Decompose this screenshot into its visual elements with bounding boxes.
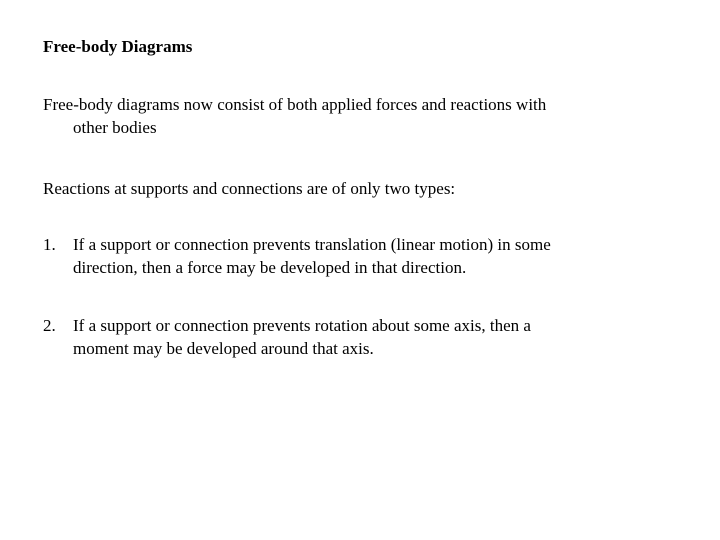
list-item-number: 1. <box>43 235 56 254</box>
list-item-text: If a support or connection prevents translation (linear motion) in some <box>73 235 551 254</box>
intro-line-1: Free-body diagrams now consist of both applied forces and reactions with <box>43 95 547 114</box>
list-item-line-1 <box>43 233 551 256</box>
reactions-paragraph <box>43 177 455 200</box>
list-item-line-1 <box>43 314 531 337</box>
reactions-text: Reactions at supports and connections are of only two types: <box>43 179 456 198</box>
list-item-line-2: moment may be developed around that axis. <box>73 339 374 358</box>
intro-line-2: other bodies <box>73 118 157 137</box>
list-item <box>43 233 551 279</box>
list-item-text: If a support or connection prevents rotation about some axis, then a <box>73 316 531 335</box>
intro-paragraph <box>43 93 546 139</box>
page-title: Free-body Diagrams <box>43 37 193 56</box>
list-item-line-2: direction, then a force may be developed in that direction. <box>73 258 467 277</box>
list-item-number: 2. <box>43 316 56 335</box>
list-item <box>43 314 531 360</box>
